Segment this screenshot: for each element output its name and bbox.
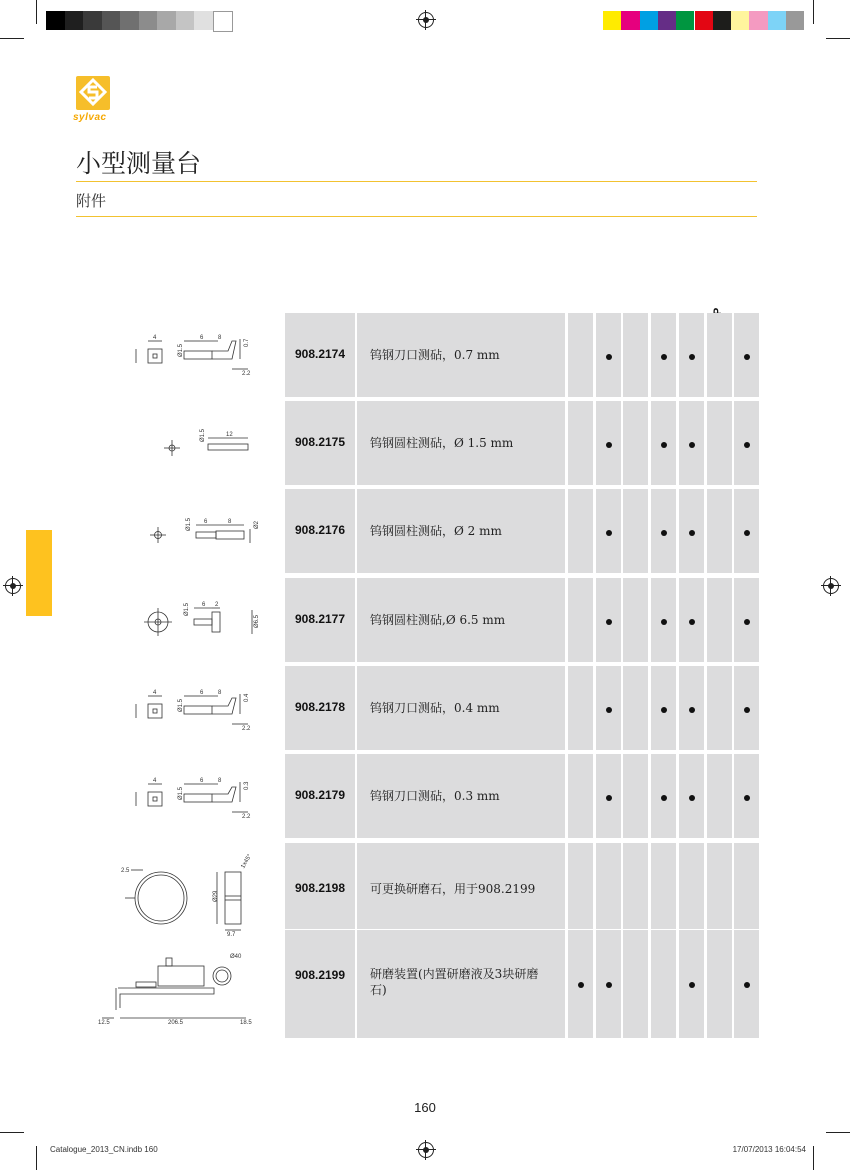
crop-mark (0, 38, 24, 39)
drawing-knife-anvil-0-4 (128, 688, 258, 732)
compat-cell (623, 754, 648, 838)
article-description: 钨钢刀口测砧，0.4 mm (370, 701, 500, 715)
color-swatch (658, 11, 676, 30)
table-row (285, 843, 758, 929)
table-row (285, 578, 758, 662)
article-description: 研磨装置(内置研磨液及3块研磨石) (370, 967, 539, 997)
article-description: 钨钢圆柱测砧，Ø 2 mm (370, 524, 502, 538)
compatible-dot-icon (689, 707, 695, 713)
dimension-label: Ø6.5 (254, 614, 260, 628)
compat-cell (707, 666, 732, 750)
compat-cell (568, 578, 593, 662)
compatible-dot-icon (689, 354, 695, 360)
compatible-dot-icon (689, 530, 695, 536)
compat-cell (568, 489, 593, 573)
dimension-label: 18.5 (240, 1020, 252, 1026)
table-row (285, 754, 758, 838)
compatible-dot-icon (606, 795, 612, 801)
gray-swatch (194, 11, 213, 30)
compatible-dot-icon (606, 354, 612, 360)
compatible-dot-icon (606, 982, 612, 988)
crop-mark (36, 1146, 37, 1170)
compatible-dot-icon (661, 619, 667, 625)
dimension-label: 2.2 (242, 726, 251, 732)
registration-mark-icon (5, 578, 21, 594)
article-description: 钨钢圆柱测砧，Ø 1.5 mm (370, 436, 514, 450)
article-number: 908.2198 (294, 881, 346, 895)
compatible-dot-icon (606, 619, 612, 625)
table-row (285, 666, 758, 750)
color-swatch (749, 11, 767, 30)
compatible-dot-icon (661, 707, 667, 713)
dimension-label: 9.7 (227, 932, 236, 938)
dimension-label: 1x45° (240, 853, 254, 870)
color-swatch (640, 11, 658, 30)
compatible-dot-icon (744, 442, 750, 448)
color-swatch (768, 11, 786, 30)
dimension-label: 8 (218, 778, 222, 784)
compat-cell (623, 489, 648, 573)
compatible-dot-icon (661, 354, 667, 360)
crop-mark (36, 0, 37, 24)
compatible-dot-icon (661, 442, 667, 448)
dimension-label: 0.3 (244, 781, 250, 790)
compat-cell (623, 666, 648, 750)
article-number: 908.2199 (294, 968, 346, 982)
compat-cell (596, 843, 621, 929)
article-number: 908.2176 (294, 523, 346, 537)
gray-swatch (176, 11, 195, 30)
compat-cell (568, 666, 593, 750)
subtitle-rule (76, 216, 757, 217)
dimension-label: 12.5 (98, 1020, 110, 1026)
dimension-label: 6 (202, 602, 206, 608)
compat-cell (679, 843, 704, 929)
table-row (285, 313, 758, 397)
drawing-knife-anvil-0-3 (128, 776, 258, 820)
compat-cell (568, 754, 593, 838)
compatible-dot-icon (578, 982, 584, 988)
dimension-label: 0.4 (244, 693, 250, 702)
crop-mark (826, 1132, 850, 1133)
color-swatch (786, 11, 804, 30)
compat-cell (623, 313, 648, 397)
compat-cell (707, 578, 732, 662)
article-number: 908.2174 (294, 347, 346, 361)
dimension-label: Ø1.5 (200, 428, 206, 442)
compat-cell (568, 313, 593, 397)
registration-mark-icon (418, 1142, 434, 1158)
compatible-dot-icon (661, 530, 667, 536)
dimension-label: Ø2 (254, 520, 260, 529)
compat-cell (651, 930, 676, 1038)
dimension-label: Ø1.5 (186, 517, 192, 531)
drawing-cylinder-anvil-6-5 (140, 600, 260, 644)
article-number: 908.2179 (294, 788, 346, 802)
dimension-label: Ø29 (213, 890, 219, 902)
dimension-label: 12 (226, 432, 233, 438)
page-number: 160 (414, 1100, 436, 1115)
compat-cell (707, 313, 732, 397)
registration-mark-icon (823, 578, 839, 594)
compatible-dot-icon (744, 982, 750, 988)
sylvac-logo (76, 76, 110, 110)
compatible-dot-icon (744, 707, 750, 713)
compatible-dot-icon (689, 619, 695, 625)
color-swatch (676, 11, 694, 30)
article-number: 908.2178 (294, 700, 346, 714)
color-swatch (603, 11, 621, 30)
compatible-dot-icon (606, 442, 612, 448)
table-row (285, 489, 758, 573)
color-swatch (713, 11, 731, 30)
page-title: 小型测量台 (76, 149, 202, 178)
color-swatch (695, 11, 713, 30)
dimension-label: 2.5 (121, 868, 130, 874)
article-number: 908.2175 (294, 435, 346, 449)
compatible-dot-icon (689, 982, 695, 988)
dimension-label: Ø1.5 (178, 698, 184, 712)
dimension-label: Ø1.5 (178, 343, 184, 357)
footer-file-info: Catalogue_2013_CN.indb 160 (50, 1145, 158, 1154)
dimension-label: 6 (200, 778, 204, 784)
compat-cell (707, 489, 732, 573)
logo-brand-text: sylvac (73, 112, 107, 123)
section-side-tab (26, 530, 52, 616)
compat-cell (623, 578, 648, 662)
dimension-label: 6 (204, 519, 208, 525)
compat-cell (707, 401, 732, 485)
dimension-label: 206.5 (168, 1020, 184, 1026)
compatible-dot-icon (744, 619, 750, 625)
gray-swatch (102, 11, 121, 30)
dimension-label: 2 (215, 602, 219, 608)
gray-swatch (83, 11, 102, 30)
dimension-label: Ø1.5 (184, 602, 190, 616)
gray-swatch (213, 11, 234, 32)
compat-cell (734, 843, 759, 929)
article-number: 908.2177 (294, 612, 346, 626)
sylvac-logo-mark-icon (76, 76, 110, 110)
dimension-label: Ø40 (230, 954, 242, 960)
drawing-grinding-device (96, 948, 260, 1028)
compatible-dot-icon (689, 442, 695, 448)
dimension-label: 0.7 (244, 338, 250, 347)
color-swatch (621, 11, 639, 30)
title-rule (76, 181, 757, 182)
compatible-dot-icon (606, 707, 612, 713)
dimension-label: 2.2 (242, 371, 251, 377)
dimension-label: 8 (218, 690, 222, 696)
compatible-dot-icon (744, 530, 750, 536)
article-description: 钨钢圆柱测砧,Ø 6.5 mm (370, 613, 506, 627)
article-description: 钨钢刀口测砧，0.3 mm (370, 789, 500, 803)
gray-swatch (120, 11, 139, 30)
drawing-cylinder-anvil-2 (146, 515, 258, 555)
compatible-dot-icon (606, 530, 612, 536)
dimension-label: 4 (153, 335, 157, 341)
compat-cell (568, 843, 593, 929)
article-description: 可更换研磨石，用于908.2199 (370, 882, 536, 896)
gray-swatch (157, 11, 176, 30)
gray-swatch (139, 11, 158, 30)
compat-cell (707, 930, 732, 1038)
compat-cell (623, 930, 648, 1038)
crop-mark (813, 1146, 814, 1170)
compat-cell (623, 843, 648, 929)
crop-mark (813, 0, 814, 24)
dimension-label: 4 (153, 690, 157, 696)
gray-swatch (46, 11, 65, 30)
crop-mark (0, 1132, 24, 1133)
table-row (285, 930, 758, 1038)
crop-mark (826, 38, 850, 39)
drawing-grinding-stone (115, 853, 260, 938)
compatible-dot-icon (661, 795, 667, 801)
dimension-label: 6 (200, 335, 204, 341)
drawing-knife-anvil-0-7 (128, 333, 258, 377)
dimension-label: 8 (218, 335, 222, 341)
footer-timestamp: 17/07/2013 16:04:54 (732, 1145, 806, 1154)
code-cell (285, 930, 355, 1038)
dimension-label: 6 (200, 690, 204, 696)
gray-swatch (65, 11, 84, 30)
drawing-cylinder-anvil-1-5 (158, 428, 258, 468)
dimension-label: 2.2 (242, 814, 251, 820)
article-description: 钨钢刀口测砧，0.7 mm (370, 348, 500, 362)
compatible-dot-icon (744, 354, 750, 360)
compat-cell (707, 843, 732, 929)
compat-cell (651, 843, 676, 929)
compat-cell (707, 754, 732, 838)
section-subtitle: 附件 (76, 192, 107, 210)
registration-mark-icon (418, 12, 434, 28)
compat-cell (568, 401, 593, 485)
compatible-dot-icon (689, 795, 695, 801)
compatible-dot-icon (744, 795, 750, 801)
table-row (285, 401, 758, 485)
compat-cell (623, 401, 648, 485)
dimension-label: 8 (228, 519, 232, 525)
dimension-label: 4 (153, 778, 157, 784)
color-swatch (731, 11, 749, 30)
dimension-label: Ø1.5 (178, 786, 184, 800)
